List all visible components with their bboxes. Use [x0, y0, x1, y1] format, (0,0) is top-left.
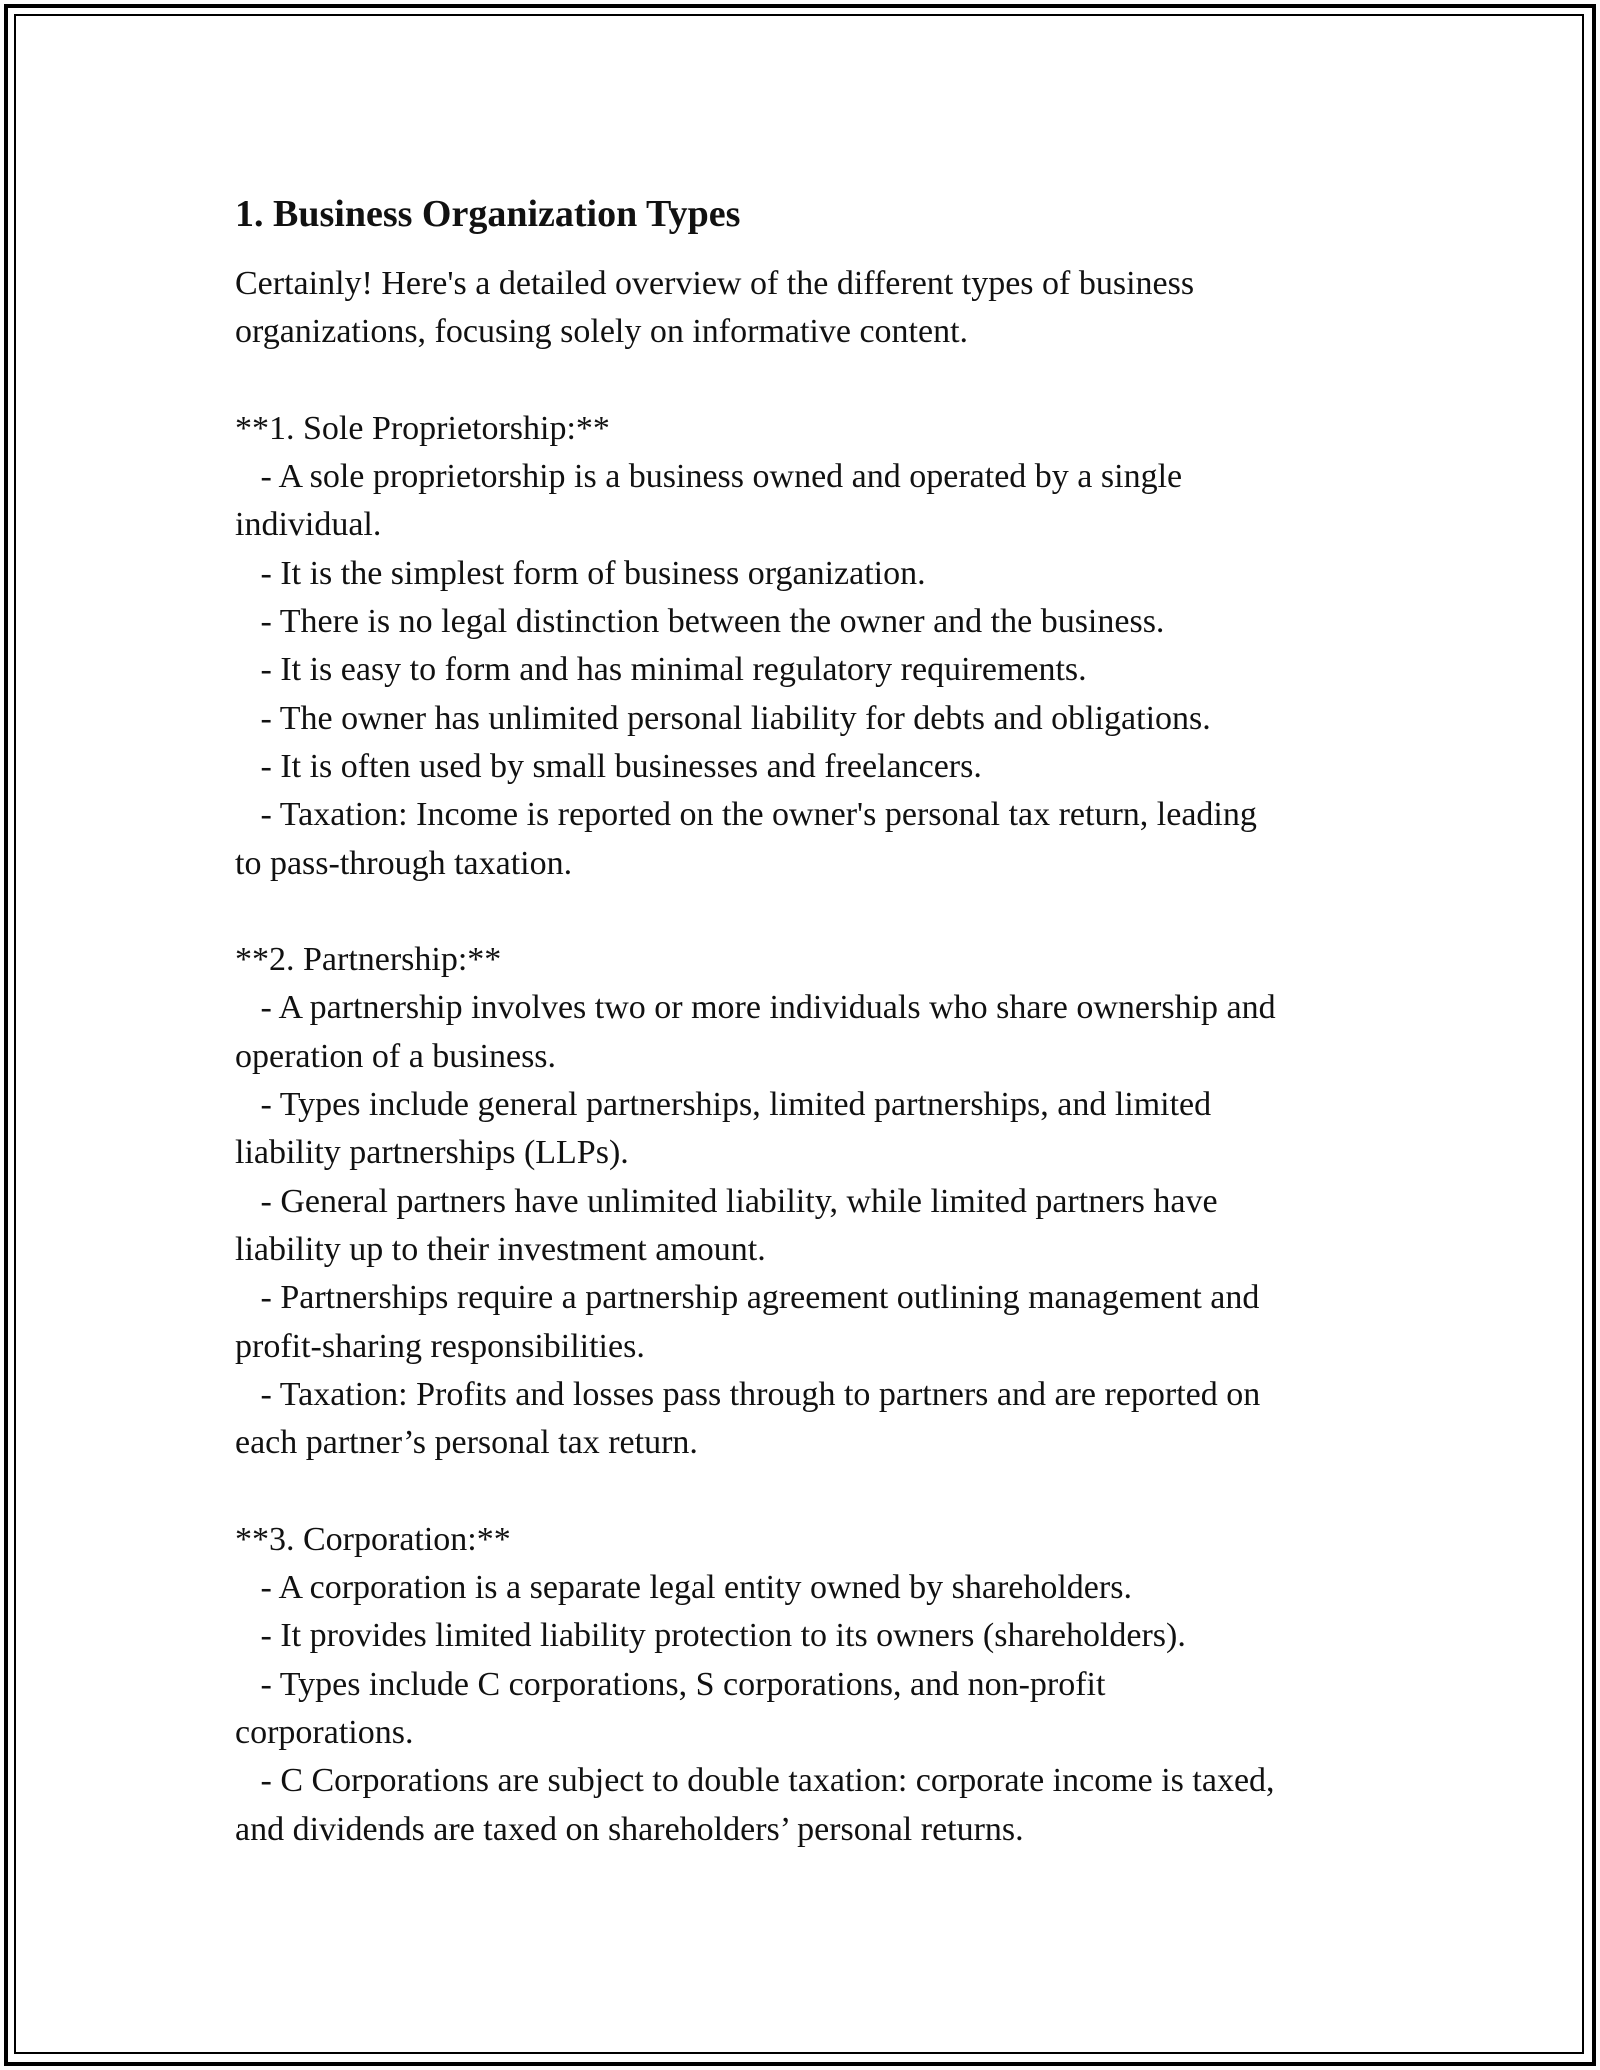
document-page — [235, 185, 1385, 1854]
document-title: 1. Business Organization Types — [235, 193, 741, 235]
document-body-text: Certainly! Here's a detailed overview of the different types of business organizations, focusing solely on informative content. **1. Sole Proprietorship:** - A sole proprietorship is a business owned and operated by a single individual. - It is the simplest form of business organization. - There is no legal distinction between the owner and the business. - It is easy to form and has minimal regulatory requirements. - The owner has unlimited personal liability for debts and obligations. - It is often used by small businesses and freelancers. - Taxation: Income is reported on the owner's personal tax return, leading to pass-through taxation. **2. Partnership:** - A partnership involves two or more individuals who share ownership and operation of a business. - Types include general partnerships, limited partnerships, and limited liability partnerships (LLPs). - General partners have unlimited liability, while limited partners have liability up to their investment amount. - Partnerships require a partnership agreement outlining management and profit-sharing responsibilities. - Taxation: Profits and losses pass through to partners and are reported on each partner’s personal tax return. **3. Corporation:** - A corporation is a separate legal entity owned by shareholders. - It provides limited liability protection to its owners (shareholders). - Types include C corporations, S corporations, and non-profit corporations. - C Corporations are subject to double taxation: corporate income is taxed, and dividends are taxed on shareholders’ personal returns. — [235, 265, 1276, 1848]
